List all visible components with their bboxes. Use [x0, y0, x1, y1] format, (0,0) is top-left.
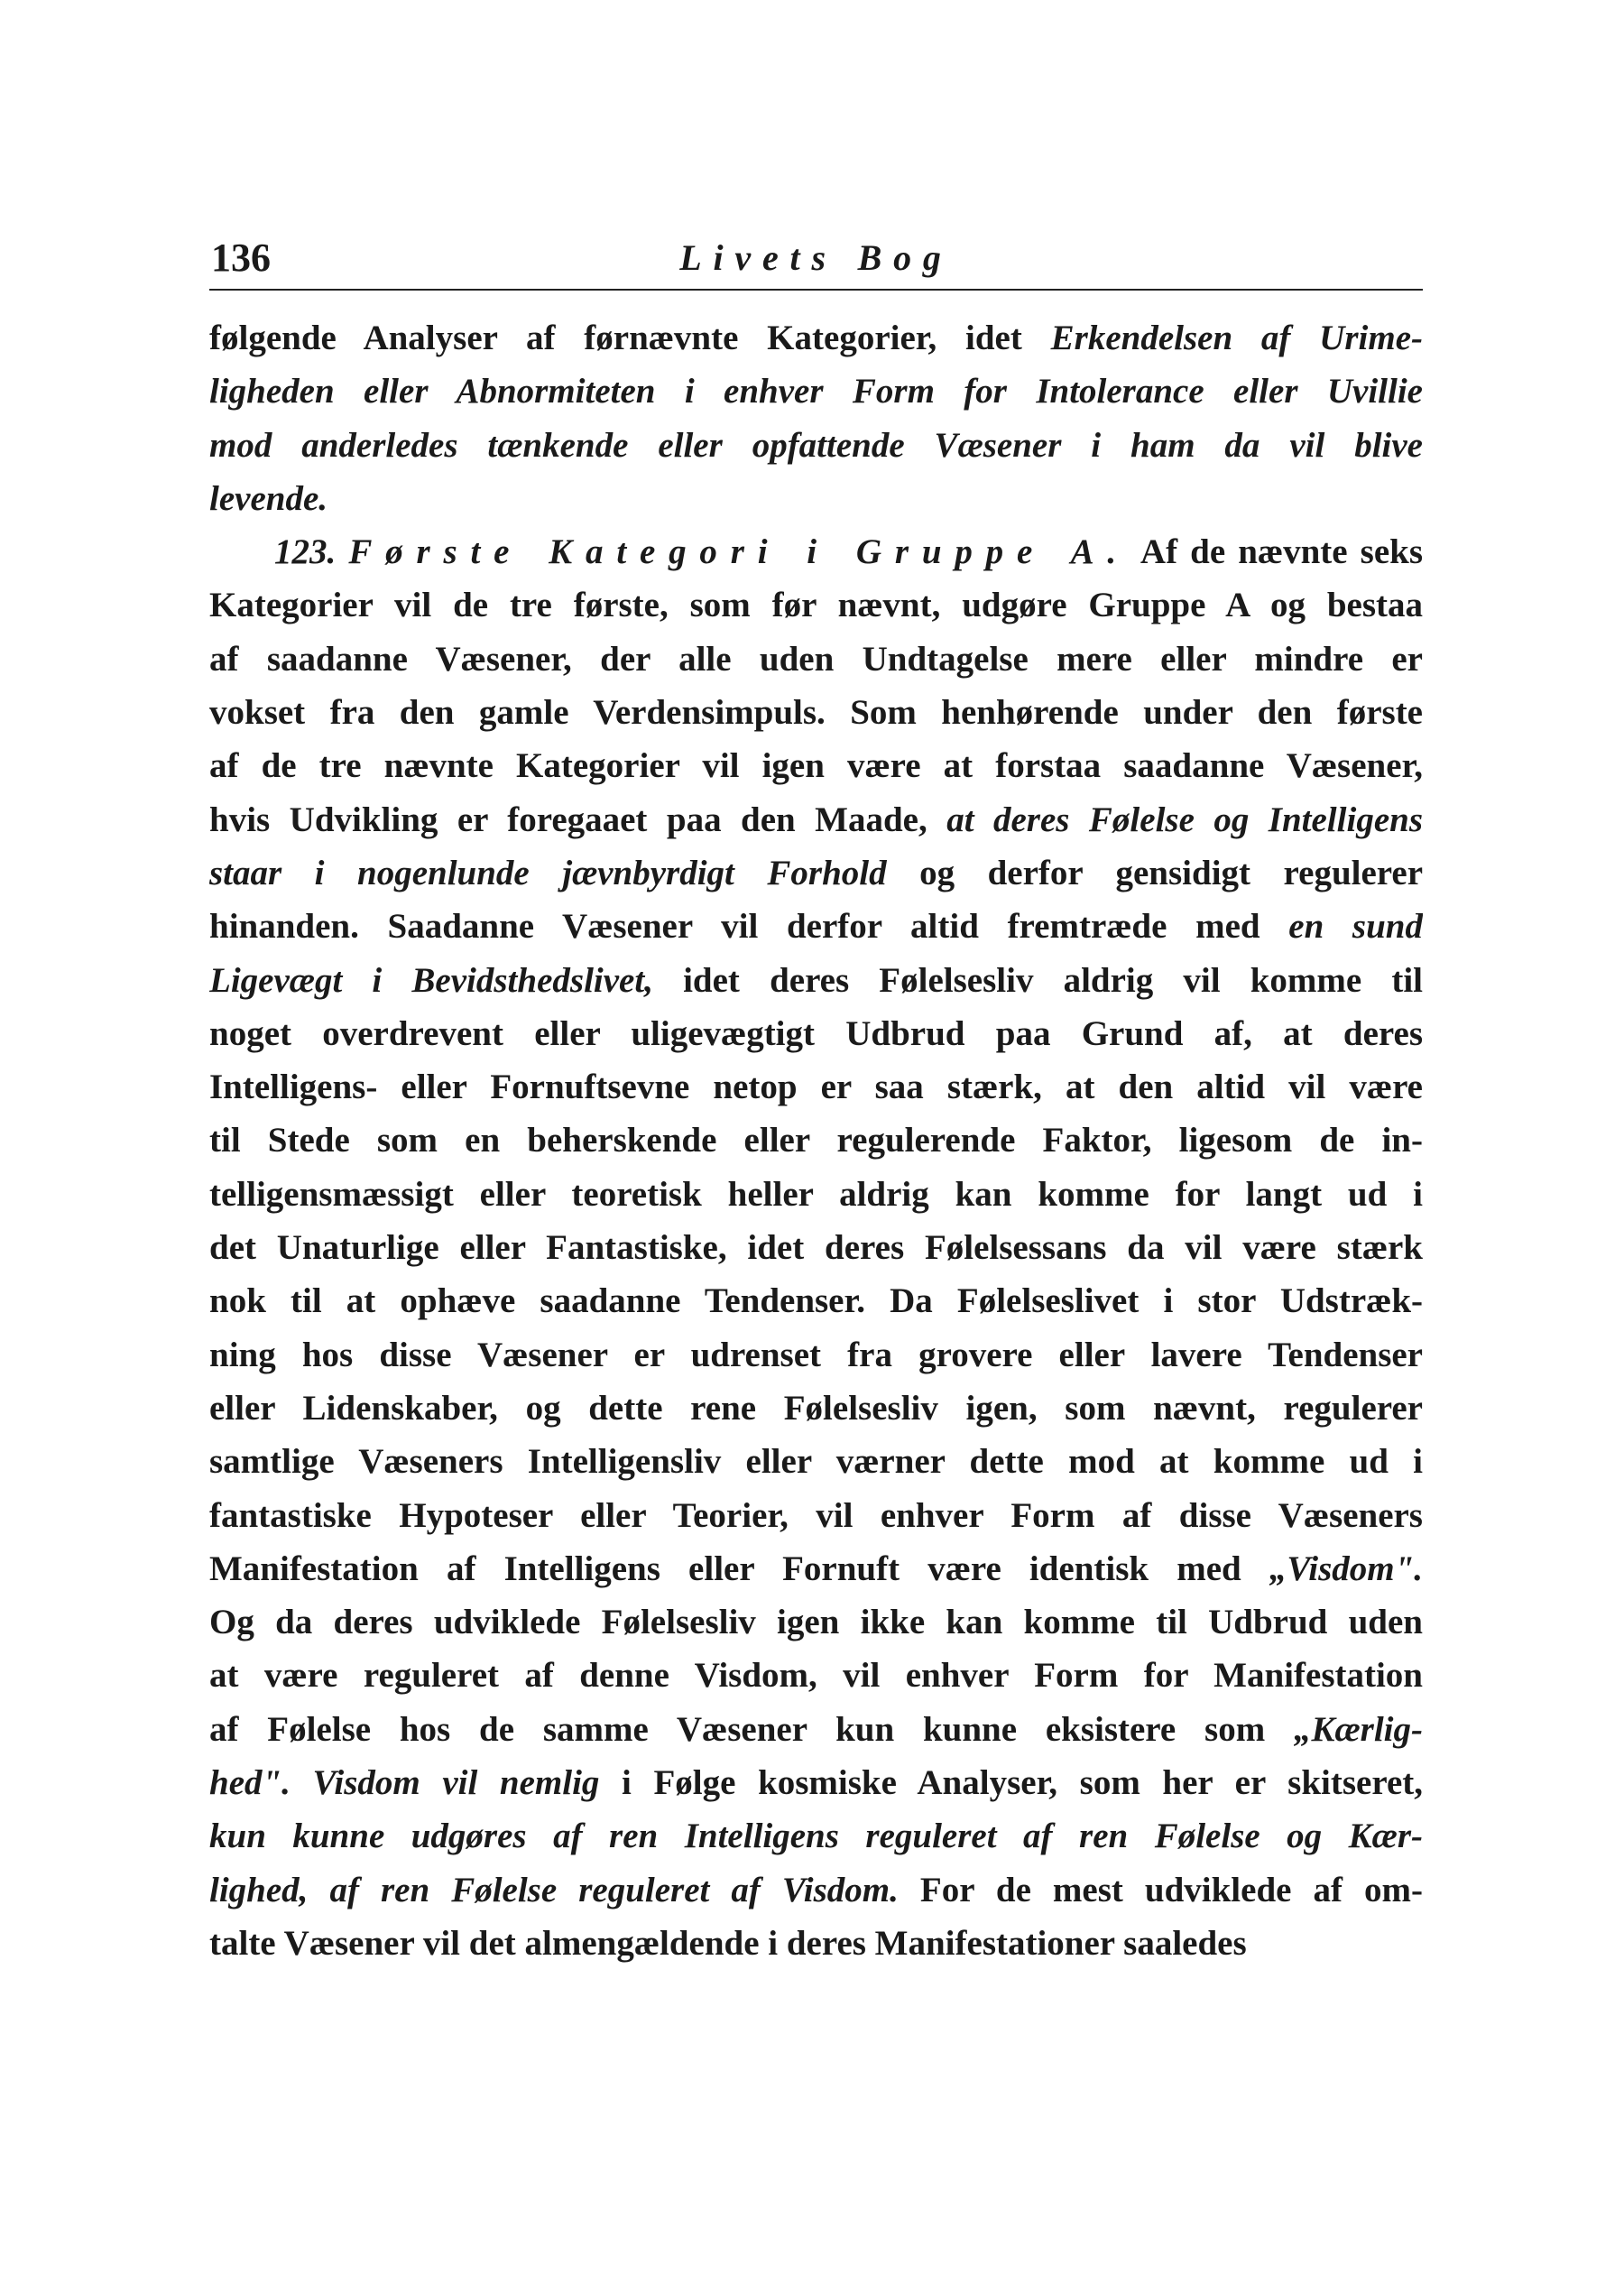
text-line: [209, 1809, 1423, 1863]
text-line: [209, 1114, 1423, 1167]
emphasis-text: at deres Følelse og Intelligens: [946, 800, 1423, 839]
emphasis-text: Erkendelsen af Urime-: [1050, 319, 1423, 357]
text-run: Manifestation af Intelligens eller Fornuft være identisk med: [209, 1549, 1269, 1588]
text-line: [209, 1007, 1423, 1060]
text-line: [209, 793, 1423, 846]
text-line: [209, 365, 1423, 418]
text-run: Intelligens- eller Fornuftsevne netop er saa stærk, at den altid vil være: [209, 1068, 1423, 1107]
text-run: samtlige Væseners Intelligensliv eller værner dette mod at komme ud i: [209, 1442, 1423, 1482]
text-line: [209, 846, 1423, 900]
text-line: [209, 954, 1423, 1007]
text-line: [209, 1649, 1423, 1702]
text-line: [209, 419, 1423, 472]
text-run: vokset fra den gamle Verdensimpuls. Som henhørende under den første: [209, 693, 1423, 733]
text-line: [209, 1863, 1423, 1917]
text-run: talte Væsener vil det almengældende i deres Manifestationer saaledes: [209, 1923, 1247, 1963]
emphasis-text: staar i nogenlunde jævnbyrdigt Forhold: [209, 853, 887, 892]
text-line: [209, 1382, 1423, 1435]
text-run: hinanden. Saadanne Væsener vil derfor altid fremtræde med: [209, 907, 1289, 947]
text-line: [209, 633, 1423, 686]
text-run: af de tre nævnte Kategorier vil igen være at forstaa saadanne Væsener,: [209, 746, 1423, 786]
text-line: [209, 1542, 1423, 1595]
emphasis-text: „Visdom".: [1269, 1549, 1423, 1588]
text-run: Og da deres udviklede Følelsesliv igen ikke kan komme til Udbrud uden: [209, 1603, 1423, 1642]
running-title: Livets Bog: [679, 237, 953, 278]
text-run: fantastiske Hypoteser eller Teorier, vil enhver Form af disse Væseners: [209, 1495, 1423, 1535]
text-line: [209, 525, 1423, 578]
text-line: [209, 311, 1423, 365]
text-run: noget overdrevent eller uligevægtigt Udbrud paa Grund af, at deres: [209, 1013, 1423, 1053]
text-run: det Unaturlige eller Fantastiske, idet deres Følelsessans da vil være stærk: [209, 1228, 1423, 1268]
text-run: idet deres Følelsesliv aldrig vil komme til: [652, 960, 1423, 1000]
emphasis-text: 123.: [274, 532, 349, 572]
emphasis-text: mod anderledes tænkende eller opfattende Væsener i ham da vil blive: [209, 425, 1423, 465]
text-line: [209, 1489, 1423, 1542]
text-line: [209, 739, 1423, 792]
text-run: nok til at ophæve saadanne Tendenser. Da Følelseslivet i stor Udstræk-: [209, 1281, 1423, 1321]
text-line: [209, 1595, 1423, 1649]
text-run: af saadanne Væsener, der alle uden Undtagelse mere eller mindre er: [209, 639, 1423, 679]
page-number: 136: [211, 236, 271, 280]
text-run: til Stede som en beherskende eller regulerende Faktor, ligesom de in-: [209, 1121, 1423, 1160]
emphasis-text: lighed, af ren Følelse reguleret af Visdom.: [209, 1870, 899, 1909]
text-run: hvis Udvikling er foregaaet paa den Maade,: [209, 800, 947, 839]
text-line: [209, 1221, 1423, 1274]
text-run: Af de nævnte seks: [1129, 532, 1423, 572]
text-line: [209, 900, 1423, 953]
text-line: [209, 578, 1423, 632]
text-run: Kategorier vil de tre første, som før nævnt, udgøre Gruppe A og bestaa: [209, 586, 1423, 625]
emphasis-text: kun kunne udgøres af ren Intelligens reguleret af ren Følelse og Kær-: [209, 1817, 1423, 1856]
text-run: ning hos disse Væsener er udrenset fra grovere eller lavere Tendenser: [209, 1335, 1423, 1374]
text-line: [209, 1274, 1423, 1327]
emphasis-text: en sund: [1288, 907, 1423, 947]
text-run: at være reguleret af denne Visdom, vil enhver Form for Manifestation: [209, 1656, 1423, 1696]
emphasis-text: levende.: [209, 478, 328, 518]
text-run: følgende Analyser af førnævnte Kategorier, idet: [209, 319, 1051, 357]
section-heading: Første Kategori i Gruppe A.: [348, 532, 1130, 572]
text-run: eller Lidenskaber, og dette rene Følelsesliv igen, som nævnt, regulerer: [209, 1388, 1423, 1428]
text-run: og derfor gensidigt regulerer: [886, 853, 1423, 892]
body-text: [209, 311, 1423, 1970]
emphasis-text: ligheden eller Abnormiteten i enhver Form for Intolerance eller Uvillie: [209, 372, 1423, 411]
text-line: [209, 472, 1423, 525]
text-run: For de mest udviklede af om-: [898, 1870, 1423, 1909]
text-run: af Følelse hos de samme Væsener kun kunne eksistere som: [209, 1709, 1294, 1749]
text-line: [209, 1168, 1423, 1221]
text-line: [209, 1703, 1423, 1756]
text-line: [209, 1756, 1423, 1809]
emphasis-text: „Kærlig-: [1293, 1709, 1423, 1749]
text-line: [209, 1917, 1423, 1970]
text-line: [209, 1328, 1423, 1382]
text-run: telligensmæssigt eller teoretisk heller aldrig kan komme for langt ud i: [209, 1174, 1423, 1214]
page-header: [209, 226, 1423, 291]
emphasis-text: Ligevægt i Bevidsthedslivet,: [209, 960, 653, 1000]
text-line: [209, 1435, 1423, 1488]
text-line: [209, 686, 1423, 739]
emphasis-text: hed". Visdom vil nemlig: [209, 1763, 600, 1803]
text-line: [209, 1060, 1423, 1114]
text-run: i Følge kosmiske Analyser, som her er skitseret,: [599, 1763, 1423, 1803]
